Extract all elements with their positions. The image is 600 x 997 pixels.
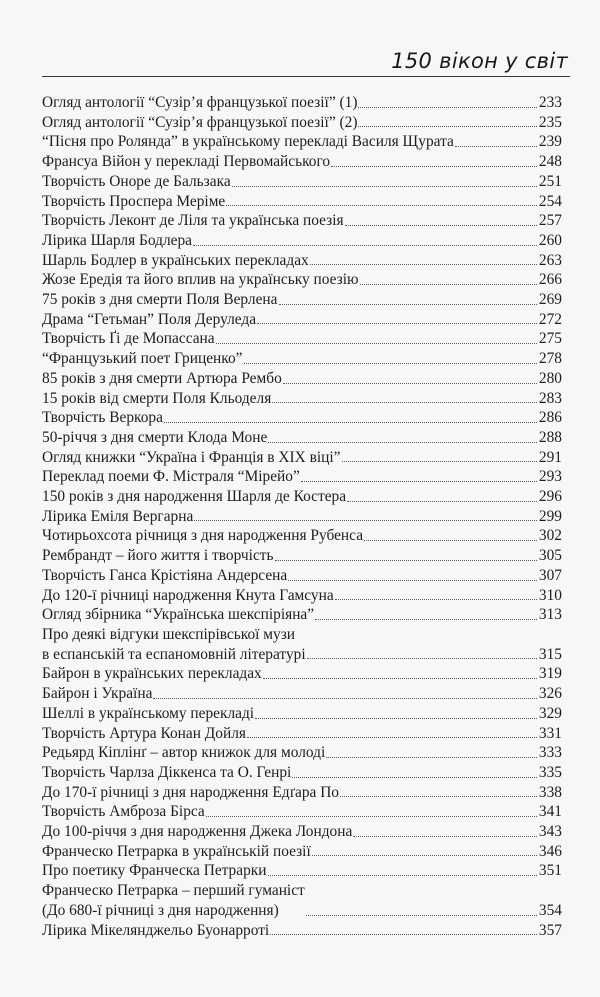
toc-entry-page-number: 310 [538, 586, 562, 604]
dot-leader [263, 664, 537, 684]
toc-entry-title-line: Редьярд Кіплінґ – автор книжок для молоді [42, 744, 326, 762]
dot-leader [153, 684, 537, 704]
toc-entry-title-line: 85 років з дня смерти Артюра Рембо [42, 369, 282, 387]
toc-entry-title [42, 802, 205, 822]
toc-entry-title [42, 467, 300, 487]
dot-leader [255, 704, 537, 724]
toc-entry-page-number: 235 [538, 113, 562, 131]
dot-leader [342, 448, 538, 468]
toc-entry-title [42, 192, 225, 212]
dot-leader [306, 901, 537, 921]
dot-leader [279, 290, 537, 310]
toc-entry-title-line: Шеллі в українському перекладі [42, 704, 255, 722]
toc-entry[interactable] [42, 921, 562, 941]
toc-entry[interactable] [42, 586, 562, 606]
toc-entry-page-number: 251 [538, 172, 562, 190]
toc-entry-page-number: 331 [538, 724, 562, 742]
toc-entry-title [42, 724, 246, 744]
toc-entry[interactable] [42, 369, 562, 389]
dot-leader [312, 842, 537, 862]
toc-entry-page-number: 293 [538, 468, 562, 486]
toc-entry-title-line: Чотирьохсота річниця з дня народження Рубенса [42, 527, 364, 545]
toc-entry-page-number: 257 [538, 212, 562, 230]
toc-entry-page-number: 333 [538, 744, 562, 762]
toc-entry-title [42, 605, 314, 625]
toc-entry-title-line: Лірика Мікелянджельо Буонарроті [42, 921, 270, 939]
toc-entry-title-line: До 100-річчя з дня народження Джека Лондона [42, 823, 353, 841]
toc-entry-title-line: Творчість Артура Конан Дойля [42, 724, 246, 742]
toc-entry[interactable] [42, 152, 562, 172]
toc-entry[interactable] [42, 329, 562, 349]
toc-entry-page-number: 299 [538, 507, 562, 525]
toc-entry-title [42, 428, 267, 448]
toc-entry[interactable] [42, 881, 562, 920]
toc-entry-title-line: Творчість Амброза Бірса [42, 803, 205, 821]
dot-leader [360, 270, 537, 290]
dot-leader [335, 586, 537, 606]
toc-entry-title [42, 704, 254, 724]
dot-leader [283, 369, 537, 389]
toc-entry-title-line: Творчість Ґі де Мопассана [42, 330, 215, 348]
dot-leader [275, 546, 537, 566]
toc-entry-page-number: 296 [538, 488, 562, 506]
dot-leader [310, 251, 537, 271]
toc-entry-title-line: (До 680-ї річниці з дня народження) [42, 901, 279, 919]
toc-entry-title [42, 526, 363, 546]
toc-entry-page-number: 313 [538, 606, 562, 624]
dot-leader [247, 724, 537, 744]
toc-entry-page-number: 233 [538, 94, 562, 111]
toc-entry[interactable] [42, 93, 562, 113]
toc-entry[interactable] [42, 389, 562, 409]
toc-entry-title [42, 487, 346, 507]
toc-entry-title-line: 75 років з дня смерти Поля Верлена [42, 291, 278, 309]
dot-leader [331, 152, 537, 172]
toc-entry-title [42, 861, 267, 881]
toc-entry-title [42, 172, 231, 192]
dot-leader [292, 763, 537, 783]
toc-entry[interactable] [42, 842, 562, 862]
toc-entry-title-line: Байрон в українських перекладах [42, 665, 262, 683]
toc-entry-title-line: “Французький поет Гриценко” [42, 350, 243, 368]
dot-leader [288, 566, 537, 586]
toc-entry-title-line: Творчість Ганса Крістіяна Андерсена [42, 566, 288, 584]
toc-entry-page-number: 354 [538, 901, 562, 919]
toc-entry-page-number: 341 [538, 803, 562, 821]
toc-entry[interactable] [42, 211, 562, 231]
toc-entry-title [42, 507, 193, 527]
toc-entry-title [42, 664, 262, 684]
toc-entry-title [42, 783, 339, 803]
toc-entry[interactable] [42, 428, 562, 448]
running-head [42, 44, 570, 77]
toc-entry-page-number: 302 [538, 527, 562, 545]
toc-entry-title-line: До 120-ї річниці народження Кнута Гамсуна [42, 586, 334, 604]
toc-entry[interactable] [42, 467, 562, 487]
toc-entry[interactable] [42, 448, 562, 468]
toc-entry-title [42, 369, 282, 389]
toc-entry-page-number: 239 [538, 133, 562, 151]
toc-entry-title-line: в еспанській та еспаномовній літературі [42, 645, 306, 663]
toc-entry-title-line: Франсуа Війон у перекладі Первомайського [42, 153, 331, 171]
toc-entry[interactable] [42, 605, 562, 625]
toc-entry-title [42, 329, 215, 349]
toc-entry[interactable] [42, 349, 562, 369]
toc-entry-title-line: Творчість Проспера Меріме [42, 192, 226, 210]
toc-entry-title [42, 211, 344, 231]
dot-leader [340, 783, 537, 803]
toc-entry[interactable] [42, 290, 562, 310]
toc-entry-title-line: Рембрандт – його життя і творчість [42, 547, 274, 565]
dot-leader [345, 211, 537, 231]
dot-leader [315, 605, 537, 625]
toc-entry-page-number: 260 [538, 231, 562, 249]
toc-entry[interactable] [42, 507, 562, 527]
toc-entry-title-line: Лірика Шарля Бодлера [42, 231, 192, 249]
dot-leader [206, 802, 537, 822]
toc-entry[interactable] [42, 783, 562, 803]
toc-entry[interactable] [42, 822, 562, 842]
toc-entry-title-line: Огляд антології “Сузір’я французької поезії” (2) [42, 113, 358, 131]
toc-entry-page-number: 288 [538, 428, 562, 446]
toc-entry-page-number: 291 [538, 448, 562, 466]
dot-leader [326, 743, 537, 763]
toc-entry-page-number: 254 [538, 192, 562, 210]
toc-entry-title-line: Шарль Бодлер в українських перекладах [42, 251, 309, 269]
toc-entry-title-line: 50-річчя з дня смерти Клода Моне [42, 428, 268, 446]
toc-entry-title [42, 921, 269, 941]
toc-entry[interactable] [42, 546, 562, 566]
toc-entry-title-line: Творчість Веркора [42, 409, 163, 427]
toc-entry-title-line: 15 років від смерти Поля Кльоделя [42, 389, 272, 407]
toc-entry-title [42, 270, 359, 290]
toc-entry-title [42, 881, 305, 920]
toc-entry-title-line: Франческо Петрарка в українській поезії [42, 842, 311, 860]
toc-entry[interactable] [42, 704, 562, 724]
toc-entry-title-line: Переклад поеми Ф. Містраля “Мірейо” [42, 468, 300, 486]
toc-entry-title-line: Франческо Петрарка – перший гуманіст [42, 882, 305, 900]
toc-entry-page-number: 315 [538, 645, 562, 663]
dot-leader [257, 310, 537, 330]
toc-entry-page-number: 283 [538, 389, 562, 407]
toc-entry[interactable] [42, 664, 562, 684]
toc-entry-title-line: Огляд антології “Сузір’я французької поезії” (1) [42, 94, 358, 111]
dot-leader [364, 526, 537, 546]
dot-leader [232, 172, 537, 192]
toc-entry-title [42, 408, 163, 428]
toc-entry-page-number: 269 [538, 291, 562, 309]
toc-entry[interactable] [42, 487, 562, 507]
dot-leader [347, 487, 537, 507]
toc-entry-title-line: Огляд збірника “Українська шекспіріяна” [42, 606, 315, 624]
toc-entry-page-number: 263 [538, 251, 562, 269]
toc-entry-title [42, 251, 309, 271]
toc-entry-title [42, 349, 243, 369]
toc-entry-page-number: 351 [538, 862, 562, 880]
dot-leader [353, 822, 537, 842]
toc-entry[interactable] [42, 802, 562, 822]
toc-entry-page-number: 266 [538, 271, 562, 289]
toc-entry-title-line: “Пісня про Ролянда” в українському перекладі Василя Щурата [42, 133, 454, 151]
dot-leader [268, 861, 538, 881]
toc-entry-page-number: 335 [538, 763, 562, 781]
toc-entry-page-number: 319 [538, 665, 562, 683]
toc-entry-page-number: 278 [538, 350, 562, 368]
toc-entry-title [42, 625, 306, 664]
toc-entry-title [42, 231, 192, 251]
toc-entry[interactable] [42, 231, 562, 251]
toc-entry-page-number: 346 [538, 842, 562, 860]
toc-entry-page-number: 286 [538, 409, 562, 427]
dot-leader [455, 132, 537, 152]
toc-entry-title [42, 842, 311, 862]
toc-entry-title-line: До 170-ї річниці з дня народження Едґара По [42, 783, 339, 801]
toc-entry-page-number: 357 [538, 921, 562, 939]
toc-entry-title [42, 822, 352, 842]
dot-leader [193, 231, 537, 251]
dot-leader [216, 329, 537, 349]
dot-leader [268, 428, 537, 448]
toc-entry[interactable] [42, 861, 562, 881]
book-title: 150 вікон у світ [391, 49, 568, 73]
dot-leader [194, 507, 537, 527]
toc-entry[interactable] [42, 526, 562, 546]
toc-entry[interactable] [42, 172, 562, 192]
toc-entry[interactable] [42, 113, 562, 133]
dot-leader [164, 408, 537, 428]
dot-leader [307, 645, 537, 665]
toc-entry[interactable] [42, 684, 562, 704]
toc-entry[interactable] [42, 132, 562, 152]
dot-leader [301, 467, 537, 487]
toc-entry-title-line: Жозе Ередія та його вплив на українську поезію [42, 271, 359, 289]
toc-entry-title [42, 763, 291, 783]
toc-entry-page-number: 305 [538, 547, 562, 565]
toc-entry-title-line: Творчість Оноре де Бальзака [42, 172, 231, 190]
toc-entry-title-line: Про поетику Франческа Петрарки [42, 862, 267, 880]
toc-entry-page-number: 338 [538, 783, 562, 801]
toc-entry-title-line: Творчість Леконт де Ліля та українська поезія [42, 212, 344, 230]
dot-leader [226, 192, 537, 212]
toc-entry-title-line: Лірика Еміля Вергарна [42, 507, 194, 525]
toc-entry-title [42, 566, 287, 586]
toc-entry-title [42, 546, 274, 566]
toc-entry-page-number: 307 [538, 566, 562, 584]
dot-leader [270, 921, 537, 941]
toc-entry[interactable] [42, 251, 562, 271]
toc-entry-title-line: Огляд книжки “Україна і Франція в XIX віці” [42, 448, 341, 466]
dot-leader [272, 389, 537, 409]
toc-entry-page-number: 326 [538, 685, 562, 703]
toc-entry-page-number: 280 [538, 369, 562, 387]
toc-entry-page-number: 343 [538, 823, 562, 841]
toc-entry[interactable] [42, 724, 562, 744]
toc-entry-title [42, 93, 357, 113]
toc-entry-title-line: Про деякі відгуки шекспірівської музи [42, 625, 296, 643]
toc-entry[interactable] [42, 566, 562, 586]
toc-entry-title [42, 113, 357, 133]
toc-entry[interactable] [42, 763, 562, 783]
toc-entry-title-line: Драма “Гетьман” Поля Деруледа [42, 310, 257, 328]
toc-entry-title [42, 389, 271, 409]
toc-entry-title [42, 586, 334, 606]
toc-entry[interactable] [42, 743, 562, 763]
toc-entry-title-line: Творчість Чарлза Діккенса та О. Генрі [42, 763, 292, 781]
dot-leader [358, 93, 537, 113]
toc-entry[interactable] [42, 408, 562, 428]
table-of-contents [42, 93, 562, 940]
toc-entry-title [42, 743, 325, 763]
toc-entry[interactable] [42, 625, 562, 664]
toc-entry-page-number: 275 [538, 330, 562, 348]
toc-entry-page-number: 329 [538, 704, 562, 722]
toc-entry-title [42, 132, 454, 152]
toc-entry-title-line: Байрон і Україна [42, 685, 153, 703]
toc-entry-title [42, 684, 152, 704]
toc-entry-title-line: 150 років з дня народження Шарля де Костера [42, 488, 347, 506]
toc-entry-title [42, 310, 256, 330]
toc-entry-page-number: 248 [538, 153, 562, 171]
toc-entry-title [42, 448, 341, 468]
dot-leader [244, 349, 538, 369]
toc-entry[interactable] [42, 310, 562, 330]
toc-entry[interactable] [42, 192, 562, 212]
dot-leader [358, 113, 537, 133]
toc-entry-page-number: 272 [538, 310, 562, 328]
toc-entry[interactable] [42, 270, 562, 290]
toc-entry-title [42, 290, 278, 310]
toc-entry-title [42, 152, 330, 172]
